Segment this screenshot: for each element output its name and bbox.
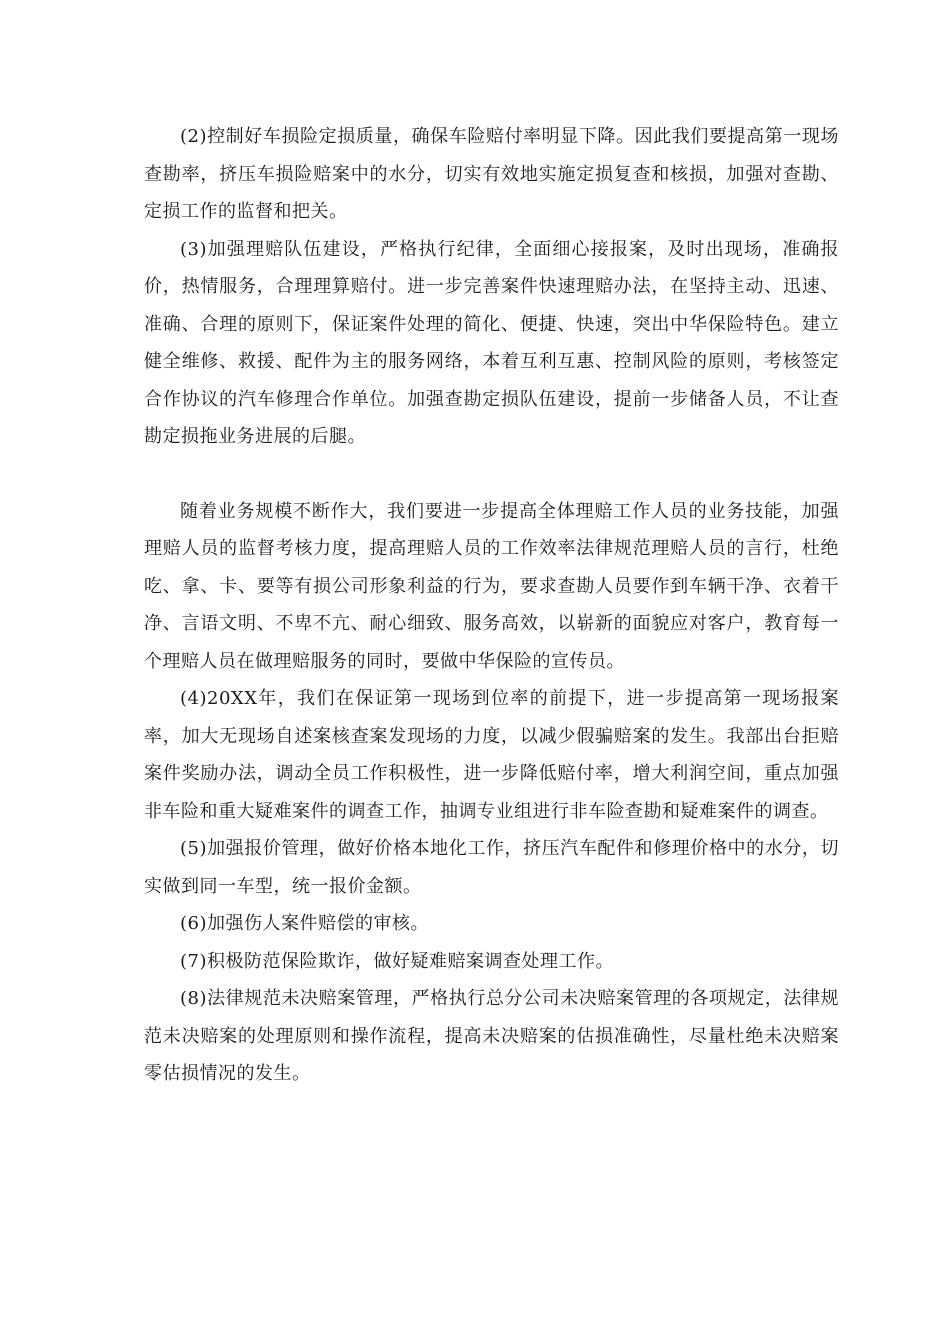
paragraph-8-pending-claims: (8)法律规范未决赔案管理，严格执行总分公司未决赔案管理的各项规定，法律规范未决赔案的处理原则和操作流程，提高未决赔案的估损准确性，尽量杜绝未决赔案零估损情况的发生。	[144, 988, 839, 1084]
paragraph-2-loss-assessment: (2)控制好车损险定损质量，确保车险赔付率明显下降。因此我们要提高第一现场查勘率，挤压车损险赔案中的水分，切实有效地实施定损复查和核损，加强对查勘、定损工作的监督和把关。	[144, 126, 839, 222]
paragraph-6-injury-claims: (6)加强伤人案件赔偿的审核。	[180, 913, 429, 934]
paragraph-5-pricing: (5)加强报价管理，做好价格本地化工作，挤压汽车配件和修理价格中的水分，切实做到同一车型，统一报价金额。	[144, 838, 839, 897]
paragraph-3-claims-team: (3)加强理赔队伍建设，严格执行纪律，全面细心接报案，及时出现场，准确报价，热情服务，合理理算赔付。进一步完善案件快速理赔办法，在坚持主动、迅速、准确、合理的原则下，保证案件处理的简化、便捷、快速，突出中华保险特色。建立健全维修、救援、配件为主的服务网络，本着互利互惠、控制风险的原则，考核签定合作协议的汽车修理合作单位。加强查勘定损队伍建设，提前一步储备人员，不让查勘定损拖业务进展的后腿。	[144, 238, 839, 447]
paragraph-spacer	[144, 456, 839, 493]
document-body	[144, 118, 839, 1093]
paragraph-4-fraud-prevention: (4)20XX年，我们在保证第一现场到位率的前提下，进一步提高第一现场报案率，加大无现场自述案核查案发现场的力度，以减少假骗赔案的发生。我部出台拒赔案件奖励办法，调动全员工作积极性，进一步降低赔付率，增大利润空间，重点加强非车险和重大疑难案件的调查工作，抽调专业组进行非车险查勘和疑难案件的调查。	[144, 688, 839, 822]
paragraph-staff-skills: 随着业务规模不断作大，我们要进一步提高全体理赔工作人员的业务技能，加强理赔人员的监督考核力度，提高理赔人员的工作效率法律规范理赔人员的言行，杜绝吃、拿、卡、要等有损公司形象利益的行为，要求查勘人员要作到车辆干净、衣着干净、言语文明、不卑不亢、耐心细致、服务高效，以崭新的面貌应对客户，教育每一个理赔人员在做理赔服务的同时，要做中华保险的宣传员。	[144, 500, 839, 672]
paragraph-7-insurance-fraud: (7)积极防范保险欺诈，做好疑难赔案调查处理工作。	[180, 950, 614, 972]
